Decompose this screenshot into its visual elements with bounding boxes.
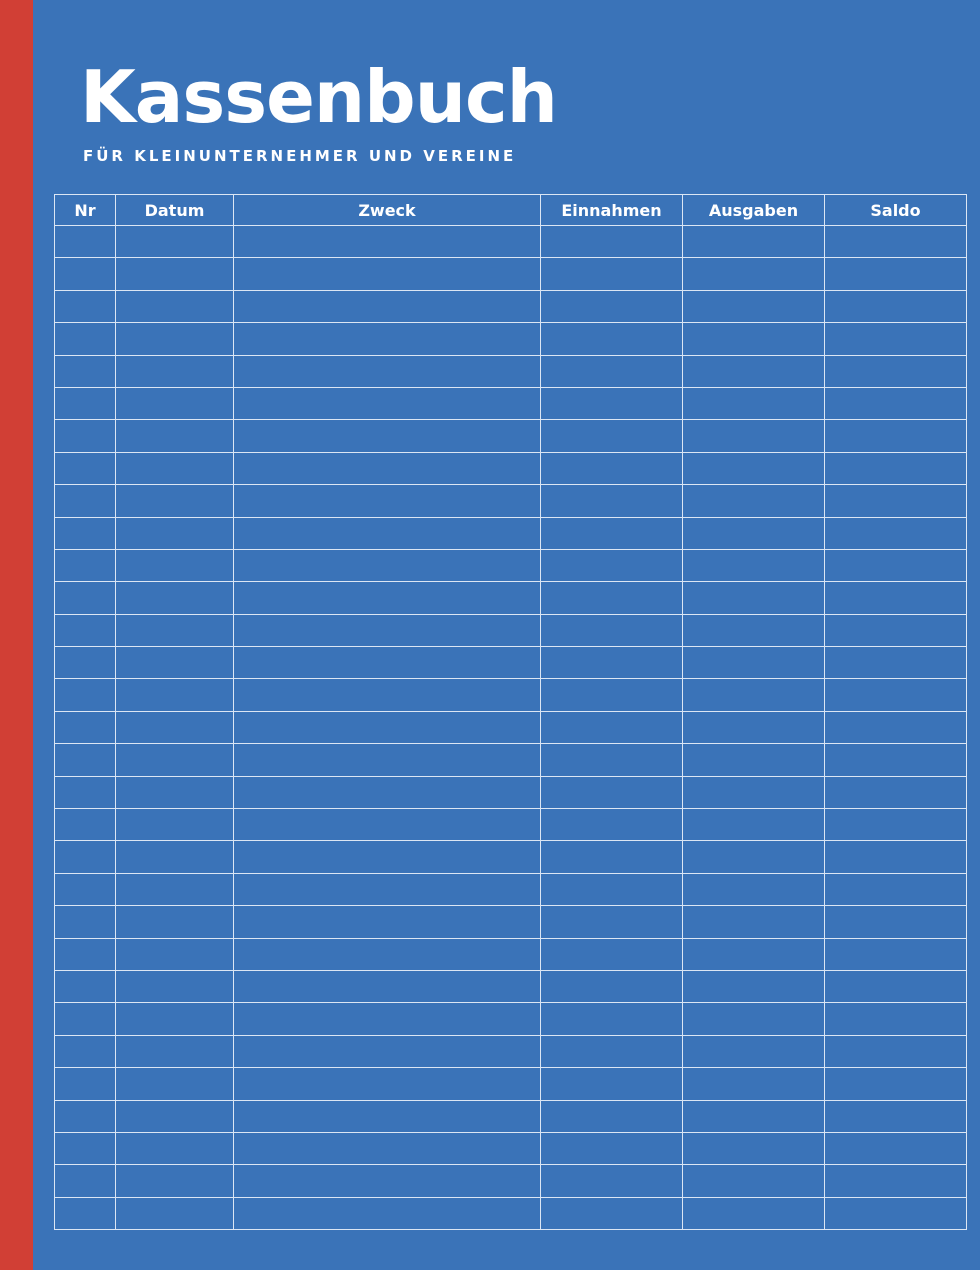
ledger-row — [55, 1132, 967, 1164]
ledger-row — [55, 355, 967, 387]
ledger-cell — [55, 226, 116, 258]
ledger-cell — [541, 776, 683, 808]
ledger-cell — [234, 647, 541, 679]
ledger-header — [55, 195, 967, 226]
column-header-zweck: Zweck — [234, 195, 541, 226]
ledger-cell — [55, 679, 116, 711]
ledger-cell — [55, 1068, 116, 1100]
ledger-cell — [234, 387, 541, 419]
ledger-cell — [116, 873, 234, 905]
ledger-cell — [55, 1035, 116, 1067]
ledger-cell — [234, 517, 541, 549]
ledger-cell — [55, 290, 116, 322]
ledger-cell — [825, 711, 967, 743]
ledger-cell — [55, 711, 116, 743]
ledger-row — [55, 258, 967, 290]
ledger-row — [55, 938, 967, 970]
ledger-cell — [825, 582, 967, 614]
ledger-cell — [116, 549, 234, 581]
ledger-cell — [234, 906, 541, 938]
ledger-cell — [234, 744, 541, 776]
ledger-row — [55, 549, 967, 581]
ledger-cell — [683, 1197, 825, 1229]
ledger-cell — [234, 809, 541, 841]
ledger-cell — [234, 1197, 541, 1229]
ledger-cell — [234, 452, 541, 484]
ledger-cell — [825, 1100, 967, 1132]
ledger-cell — [825, 938, 967, 970]
ledger-cell — [683, 906, 825, 938]
ledger-cell — [116, 1165, 234, 1197]
ledger-cell — [116, 906, 234, 938]
ledger-cell — [55, 614, 116, 646]
ledger-cell — [541, 970, 683, 1002]
ledger-row — [55, 647, 967, 679]
ledger-cell — [825, 549, 967, 581]
ledger-cell — [541, 1035, 683, 1067]
ledger-cell — [234, 776, 541, 808]
ledger-cell — [116, 290, 234, 322]
ledger-cell — [234, 873, 541, 905]
ledger-cell — [683, 517, 825, 549]
ledger-cell — [683, 614, 825, 646]
ledger-row — [55, 517, 967, 549]
ledger-cell — [541, 258, 683, 290]
ledger-cell — [683, 323, 825, 355]
ledger-cell — [541, 387, 683, 419]
ledger-cell — [541, 809, 683, 841]
ledger-row — [55, 485, 967, 517]
ledger-row — [55, 420, 967, 452]
ledger-row — [55, 1068, 967, 1100]
ledger-cell — [116, 1068, 234, 1100]
ledger-row — [55, 452, 967, 484]
ledger-cell — [541, 1132, 683, 1164]
ledger-cell — [825, 290, 967, 322]
ledger-cell — [234, 679, 541, 711]
ledger-cell — [234, 420, 541, 452]
ledger-cell — [541, 517, 683, 549]
ledger-cell — [234, 1035, 541, 1067]
ledger-cell — [116, 1197, 234, 1229]
ledger-cell — [116, 647, 234, 679]
ledger-table — [54, 194, 967, 1230]
ledger-cell — [825, 355, 967, 387]
column-header-ausgaben: Ausgaben — [683, 195, 825, 226]
ledger-cell — [683, 258, 825, 290]
ledger-cell — [116, 711, 234, 743]
ledger-cell — [683, 809, 825, 841]
ledger-cell — [116, 226, 234, 258]
ledger-cell — [116, 323, 234, 355]
ledger-cell — [116, 452, 234, 484]
ledger-cell — [116, 614, 234, 646]
ledger-cell — [55, 258, 116, 290]
ledger-cell — [234, 841, 541, 873]
ledger-cell — [683, 226, 825, 258]
ledger-row — [55, 679, 967, 711]
ledger-cell — [116, 1132, 234, 1164]
ledger-cell — [541, 873, 683, 905]
ledger-cell — [541, 582, 683, 614]
ledger-cell — [55, 1132, 116, 1164]
ledger-row — [55, 1100, 967, 1132]
ledger-cell — [541, 1197, 683, 1229]
ledger-cell — [116, 809, 234, 841]
ledger-cell — [116, 355, 234, 387]
ledger-cell — [825, 906, 967, 938]
column-header-saldo: Saldo — [825, 195, 967, 226]
ledger-row — [55, 290, 967, 322]
red-spine-stripe — [0, 0, 33, 1270]
ledger-cell — [683, 1003, 825, 1035]
ledger-cell — [825, 841, 967, 873]
ledger-cell — [116, 387, 234, 419]
ledger-cell — [234, 485, 541, 517]
ledger-cell — [55, 355, 116, 387]
ledger-cell — [234, 355, 541, 387]
ledger-cell — [116, 582, 234, 614]
ledger-cell — [55, 776, 116, 808]
ledger-row — [55, 1197, 967, 1229]
ledger-cell — [825, 420, 967, 452]
ledger-cell — [234, 582, 541, 614]
ledger-cell — [116, 776, 234, 808]
ledger-cell — [541, 938, 683, 970]
ledger-cell — [683, 387, 825, 419]
column-header-nr: Nr — [55, 195, 116, 226]
ledger-cell — [55, 387, 116, 419]
ledger-cell — [55, 906, 116, 938]
ledger-cell — [55, 1197, 116, 1229]
ledger-cell — [541, 614, 683, 646]
ledger-cell — [683, 679, 825, 711]
ledger-cell — [683, 841, 825, 873]
ledger-cell — [541, 744, 683, 776]
ledger-cell — [825, 776, 967, 808]
ledger-cell — [541, 906, 683, 938]
ledger-cell — [55, 873, 116, 905]
ledger-cell — [825, 323, 967, 355]
ledger-cell — [234, 290, 541, 322]
ledger-cell — [116, 1003, 234, 1035]
ledger-cell — [683, 549, 825, 581]
ledger-cell — [116, 517, 234, 549]
column-header-datum: Datum — [116, 195, 234, 226]
ledger-cell — [116, 970, 234, 1002]
ledger-cell — [541, 1068, 683, 1100]
ledger-cell — [541, 679, 683, 711]
ledger-cell — [683, 290, 825, 322]
ledger-cell — [825, 517, 967, 549]
ledger-cell — [55, 1165, 116, 1197]
ledger-row — [55, 387, 967, 419]
ledger-row — [55, 1035, 967, 1067]
ledger-cell — [234, 1165, 541, 1197]
ledger-body — [55, 226, 967, 1230]
cover-subtitle: FÜR KLEINUNTERNEHMER UND VEREINE — [83, 147, 517, 165]
ledger-row — [55, 841, 967, 873]
cover-title: Kassenbuch — [80, 55, 557, 139]
ledger-cell — [683, 744, 825, 776]
ledger-cell — [825, 1035, 967, 1067]
ledger-cell — [825, 452, 967, 484]
ledger-cell — [55, 809, 116, 841]
ledger-cell — [683, 582, 825, 614]
ledger-row — [55, 323, 967, 355]
ledger-cell — [55, 517, 116, 549]
ledger-cell — [234, 226, 541, 258]
ledger-cell — [55, 420, 116, 452]
ledger-cell — [825, 873, 967, 905]
ledger-cell — [541, 420, 683, 452]
ledger-cell — [116, 744, 234, 776]
ledger-cell — [234, 938, 541, 970]
ledger-cell — [55, 485, 116, 517]
ledger-cell — [825, 970, 967, 1002]
ledger-row — [55, 1165, 967, 1197]
ledger-cell — [541, 647, 683, 679]
ledger-cell — [825, 226, 967, 258]
ledger-cell — [541, 323, 683, 355]
ledger-cell — [234, 1003, 541, 1035]
ledger-cell — [55, 970, 116, 1002]
ledger-cell — [116, 420, 234, 452]
ledger-cell — [234, 549, 541, 581]
ledger-cell — [825, 614, 967, 646]
ledger-cell — [683, 1132, 825, 1164]
ledger-cell — [541, 226, 683, 258]
ledger-header-row — [55, 195, 967, 226]
ledger-cell — [825, 1068, 967, 1100]
ledger-cell — [541, 452, 683, 484]
ledger-row — [55, 614, 967, 646]
ledger-cell — [541, 290, 683, 322]
ledger-cell — [541, 355, 683, 387]
ledger-cell — [825, 258, 967, 290]
ledger-cell — [234, 711, 541, 743]
ledger-cell — [683, 776, 825, 808]
ledger-cell — [825, 387, 967, 419]
ledger-row — [55, 776, 967, 808]
ledger-cell — [683, 711, 825, 743]
ledger-row — [55, 582, 967, 614]
ledger-cell — [55, 744, 116, 776]
ledger-cell — [55, 549, 116, 581]
ledger-cell — [234, 1100, 541, 1132]
ledger-cell — [55, 938, 116, 970]
ledger-row — [55, 1003, 967, 1035]
ledger-cell — [541, 549, 683, 581]
ledger-cell — [683, 1165, 825, 1197]
ledger-cell — [683, 873, 825, 905]
ledger-cell — [55, 582, 116, 614]
ledger-cell — [116, 1100, 234, 1132]
ledger-cell — [825, 1132, 967, 1164]
ledger-row — [55, 906, 967, 938]
ledger-cell — [116, 1035, 234, 1067]
ledger-cell — [683, 485, 825, 517]
ledger-cell — [116, 938, 234, 970]
ledger-cell — [116, 485, 234, 517]
ledger-cell — [55, 841, 116, 873]
ledger-cell — [825, 744, 967, 776]
ledger-cell — [55, 1100, 116, 1132]
ledger-cell — [683, 1068, 825, 1100]
ledger-cell — [683, 355, 825, 387]
ledger-cell — [116, 679, 234, 711]
ledger-cell — [541, 841, 683, 873]
ledger-cell — [825, 1003, 967, 1035]
ledger-cell — [683, 452, 825, 484]
ledger-row — [55, 873, 967, 905]
column-header-einnahmen: Einnahmen — [541, 195, 683, 226]
ledger-cell — [683, 1035, 825, 1067]
ledger-row — [55, 970, 967, 1002]
ledger-cell — [234, 970, 541, 1002]
ledger-cell — [825, 1197, 967, 1229]
ledger-cell — [234, 258, 541, 290]
ledger-row — [55, 226, 967, 258]
ledger-cell — [541, 1100, 683, 1132]
ledger-cell — [825, 485, 967, 517]
ledger-cell — [683, 647, 825, 679]
ledger-cell — [234, 1068, 541, 1100]
ledger-cell — [55, 323, 116, 355]
ledger-cell — [825, 679, 967, 711]
ledger-cell — [683, 1100, 825, 1132]
ledger-cell — [116, 258, 234, 290]
ledger-cell — [234, 1132, 541, 1164]
ledger-cell — [541, 1165, 683, 1197]
ledger-row — [55, 744, 967, 776]
ledger-row — [55, 809, 967, 841]
ledger-cell — [825, 647, 967, 679]
ledger-cell — [541, 485, 683, 517]
ledger-cell — [541, 1003, 683, 1035]
ledger-cell — [55, 647, 116, 679]
ledger-cell — [683, 938, 825, 970]
ledger-cell — [116, 841, 234, 873]
ledger-cell — [55, 1003, 116, 1035]
ledger-cell — [55, 452, 116, 484]
ledger-row — [55, 711, 967, 743]
ledger-cell — [541, 711, 683, 743]
ledger-cell — [825, 809, 967, 841]
ledger-cell — [234, 323, 541, 355]
ledger-cell — [683, 970, 825, 1002]
ledger-cell — [683, 420, 825, 452]
ledger-cell — [825, 1165, 967, 1197]
ledger-cell — [234, 614, 541, 646]
